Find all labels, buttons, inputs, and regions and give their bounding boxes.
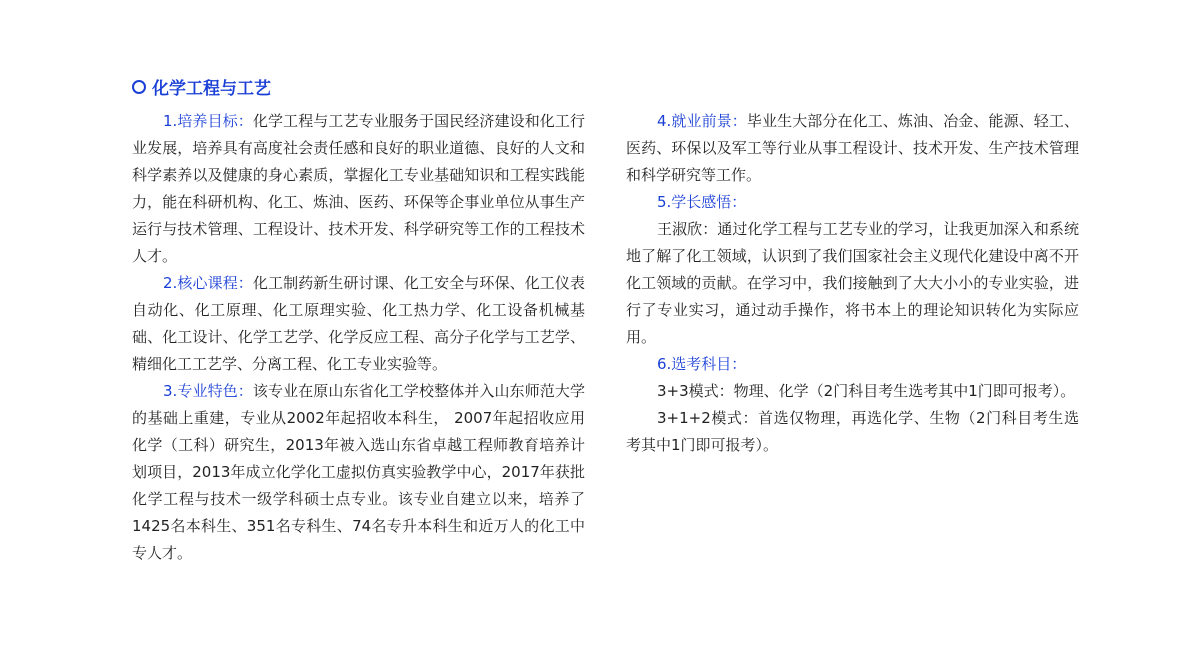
paragraph-core-courses: [132, 270, 585, 378]
paragraph-features: [132, 378, 585, 567]
section-title: 化学工程与工艺: [152, 79, 271, 99]
career-title: 4.就业前景：: [657, 112, 747, 130]
paragraph-alumni-text: [626, 216, 1079, 351]
left-column: [132, 108, 585, 567]
paragraph-alumni-title: [626, 189, 1079, 216]
subjects-title: 6.选考科目：: [657, 355, 747, 373]
subjects-line1: 3+3模式：物理、化学（2门科目考生选考其中1门即可报考）。: [657, 382, 1076, 400]
circle-bullet-icon: [132, 80, 146, 94]
alumni-title: 5.学长感悟：: [657, 193, 747, 211]
training-goal-title: 1.培养目标：: [163, 112, 253, 130]
paragraph-training-goal: [132, 108, 585, 270]
features-title: 3.专业特色：: [163, 382, 253, 400]
paragraph-subjects-line2: [626, 405, 1079, 459]
training-goal-text: 化学工程与工艺专业服务于国民经济建设和化工行业发展，培养具有高度社会责任感和良好的职业道德、良好的人文和科学素养以及健康的身心素质，掌握化工专业基础知识和工程实践能力，能在科研机构、化工、炼油、医药、环保等企事业单位从事生产运行与技术管理、工程设计、技术开发、科学研究等工作的工程技术人才。: [132, 112, 585, 265]
paragraph-career: [626, 108, 1079, 189]
alumni-text: 王淑欣：通过化学工程与工艺专业的学习，让我更加深入和系统地了解了化工领域，认识到了我们国家社会主义现代化建设中离不开化工领域的贡献。在学习中，我们接触到了大大小小的专业实验，进行了专业实习，通过动手操作，将书本上的理论知识转化为实际应用。: [626, 220, 1079, 346]
features-text: 该专业在原山东省化工学校整体并入山东师范大学的基础上重建，专业从2002年起招收本科生， 2007年起招收应用化学（工科）研究生，2013年被入选山东省卓越工程师教育培养计划项目，2013年成立化学化工虚拟仿真实验教学中心，2017年获批化学工程与技术一级学科硕士点专业。该专业自建立以来，培养了1425名本科生、351名专科生、74名专升本科生和近万人的化工中专人才。: [132, 382, 585, 562]
core-courses-text: 化工制药新生研讨课、化工安全与环保、化工仪表自动化、化工原理、化工原理实验、化工热力学、化工设备机械基础、化工设计、化学工艺学、化学反应工程、高分子化学与工艺学、精细化工工艺学、分离工程、化工专业实验等。: [132, 274, 585, 373]
section-heading: [132, 74, 271, 99]
paragraph-subjects-line1: [626, 378, 1079, 405]
core-courses-title: 2.核心课程：: [163, 274, 253, 292]
paragraph-subjects-title: [626, 351, 1079, 378]
subjects-line2: 3+1+2模式：首选仅物理，再选化学、生物（2门科目考生选考其中1门即可报考）。: [626, 409, 1079, 454]
right-column: [626, 108, 1079, 459]
career-text: 毕业生大部分在化工、炼油、冶金、能源、轻工、医药、环保以及军工等行业从事工程设计、技术开发、生产技术管理和科学研究等工作。: [626, 112, 1079, 184]
